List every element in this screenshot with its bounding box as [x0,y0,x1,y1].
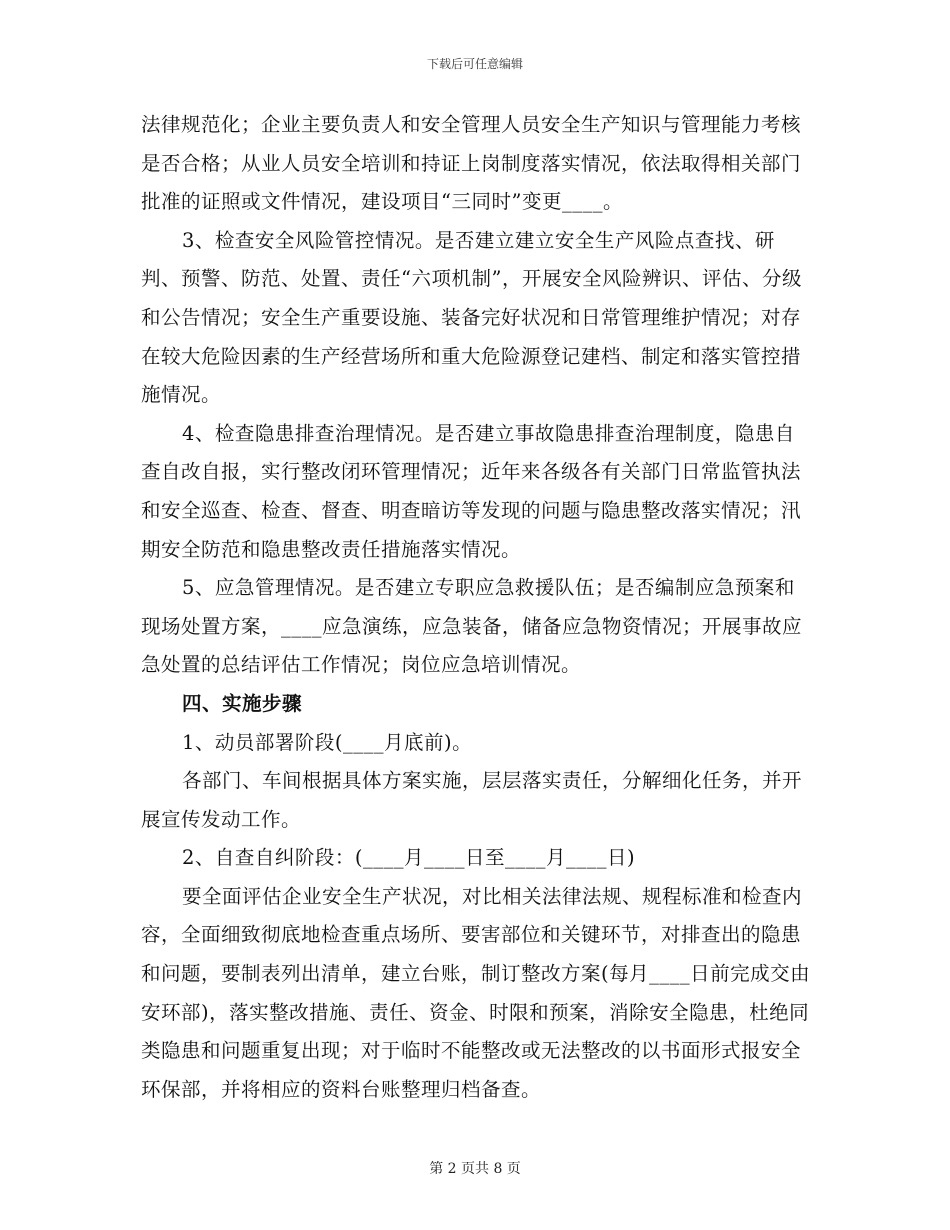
paragraph-continuation: 法律规范化；企业主要负责人和安全管理人员安全生产知识与管理能力考核是否合格；从业人员安全培训和持证上岗制度落实情况，依法取得相关部门批准的证照或文件情况，建设项目“三同时”变更____。 [141,113,802,214]
paragraph-step-1-detail: 各部门、车间根据具体方案实施，层层落实责任，分解细化任务，并开展宣传发动工作。 [141,769,803,831]
section-heading-implementation: 四、实施步骤 [182,691,303,715]
paragraph-item-3-risk-control: 3、检查安全风险管控情况。是否建立建立安全生产风险点查找、研判、预警、防范、处置、责任“六项机制”，开展安全风险辨识、评估、分级和公告情况；安全生产重要设施、装备完好状况和日常管理维护情况；对存在较大危险因素的生产经营场所和重大危险源登记建档、制定和落实管控措施情况。 [141,228,802,407]
paragraph-item-5-emergency: 5、应急管理情况。是否建立专职应急救援队伍；是否编制应急预案和现场处置方案，____应急演练，应急装备，储备应急物资情况；开展事故应急处置的总结评估工作情况；岗位应急培训情况。 [141,576,803,677]
document-body [141,106,811,1109]
page-header: 下载后可任意编辑 [426,57,523,71]
paragraph-step-2: 2、自查自纠阶段：(____月____日至____月____日) [182,846,636,870]
paragraph-step-1: 1、动员部署阶段(____月底前)。 [182,730,473,754]
page-footer: 第 2 页共 8 页 [429,1161,521,1177]
paragraph-step-2-detail: 要全面评估企业安全生产状况，对比相关法律法规、规程标准和检查内容，全面细致彻底地检查重点场所、要害部位和关键环节，对排查出的隐患和问题，要制表列出清单，建立台账，制订整改方案(每月____日前完成交由安环部)，落实整改措施、责任、资金、时限和预案，消除安全隐患，杜绝同类隐患和问题重复出现；对于临时不能整改或无法整改的以书面形式报安全环保部，并将相应的资料台账整理归档备查。 [141,884,811,1101]
paragraph-item-4-hazard-check: 4、检查隐患排查治理情况。是否建立事故隐患排查治理制度，隐患自查自改自报，实行整改闭环管理情况；近年来各级各有关部门日常监管执法和安全巡查、检查、督查、明查暗访等发现的问题与隐患整改落实情况；汛期安全防范和隐患整改责任措施落实情况。 [141,421,802,561]
